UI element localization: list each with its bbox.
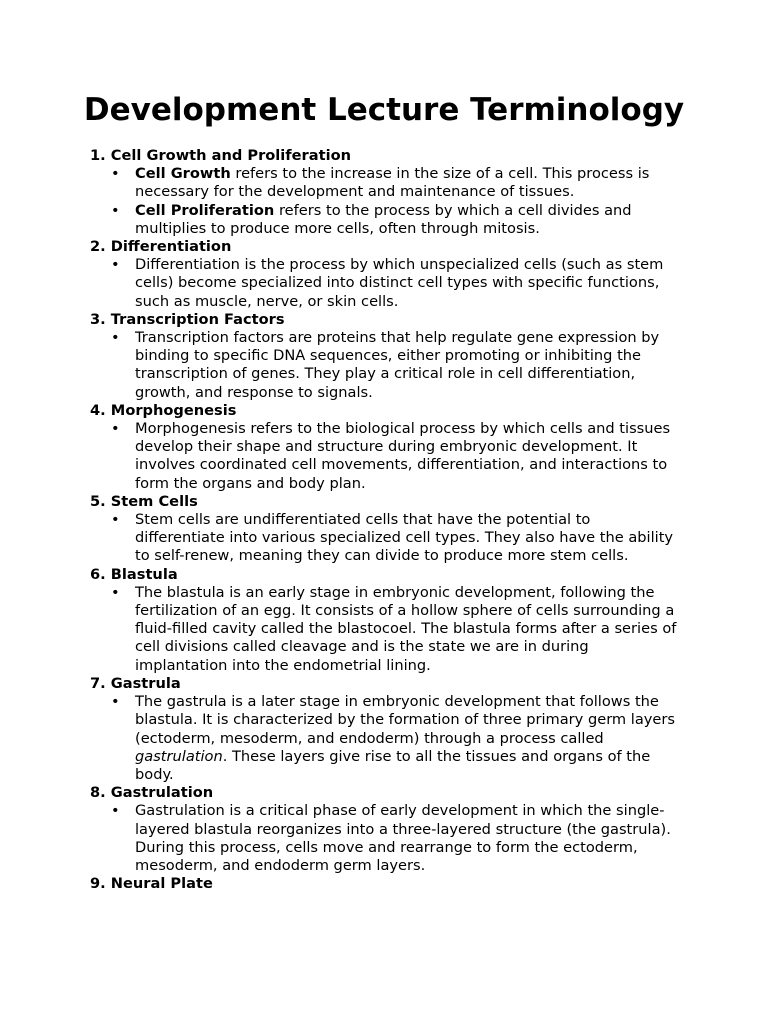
definition-bullet	[135, 202, 680, 238]
term-number: 9.	[90, 875, 106, 893]
term-heading	[90, 566, 680, 584]
term-item-stem-cells	[90, 493, 680, 566]
definition-text: refers to the increase in the size of a cell. This process is necessary for the development and maintenance of tissues.	[135, 165, 650, 201]
term-number: 4.	[90, 401, 106, 419]
definition-bullet	[135, 584, 680, 675]
term-heading-text: Gastrulation	[110, 784, 214, 802]
term-heading-text: Morphogenesis	[110, 401, 237, 419]
term-number: 3.	[90, 310, 106, 328]
term-heading	[90, 784, 680, 802]
term-definition-list	[90, 511, 680, 566]
term-number: 2.	[90, 238, 106, 256]
term-heading-text: Gastrula	[110, 674, 181, 692]
definition-bullet	[135, 802, 680, 875]
definition-text-continued: . These layers give rise to all the tissues and organs of the body.	[135, 747, 651, 783]
term-heading-text: Cell Growth and Proliferation	[110, 147, 351, 164]
term-definition-list	[90, 584, 680, 675]
term-number: 6.	[90, 565, 106, 583]
definition-text: Stem cells are undifferentiated cells that have the potential to differentiate into various specialized cell types. They also have the ability to self-renew, meaning they can divide to produce more stem cells.	[135, 511, 674, 565]
definition-text: The gastrula is a later stage in embryonic development that follows the blastula. It is characterized by the formation of three primary germ layers (ectoderm, mesoderm, and endoderm) through a process called	[135, 693, 676, 747]
term-definition-list	[90, 802, 680, 875]
definition-bullet	[135, 693, 680, 784]
defined-term: Cell Proliferation	[135, 201, 275, 219]
definition-bullet	[135, 511, 680, 566]
defined-term: Cell Growth	[135, 165, 231, 183]
term-heading-text: Transcription Factors	[110, 310, 285, 328]
term-item-transcription-factors	[90, 311, 680, 402]
term-item-blastula	[90, 566, 680, 675]
term-item-morphogenesis	[90, 402, 680, 493]
term-heading	[90, 875, 680, 893]
definition-text: Morphogenesis refers to the biological process by which cells and tissues develop their shape and structure during embryonic development. It involves coordinated cell movements, differentiation, and interactions to form the organs and body plan.	[135, 420, 671, 492]
term-heading-text: Differentiation	[110, 238, 232, 256]
emphasized-term: gastrulation	[135, 747, 223, 765]
term-definition-list	[90, 693, 680, 784]
definition-text: Transcription factors are proteins that help regulate gene expression by binding to specific DNA sequences, either promoting or inhibiting the transcription of genes. They play a critical role in cell differentiation, growth, and response to signals.	[135, 329, 660, 401]
definition-bullet	[135, 329, 680, 402]
term-item-cell-growth-and-proliferation	[90, 147, 680, 238]
term-item-differentiation	[90, 238, 680, 311]
definition-bullet	[135, 420, 680, 493]
term-number: 7.	[90, 674, 106, 692]
term-heading-text: Stem Cells	[110, 492, 198, 510]
definition-text: The blastula is an early stage in embryonic development, following the fertilization of an egg. It consists of a hollow sphere of cells surrounding a fluid-filled cavity called the blastocoel. The blastula forms after a series of cell divisions called cleavage and is the state we are in during implantation into the endometrial lining.	[135, 583, 677, 674]
term-heading	[90, 402, 680, 420]
term-definition-list	[90, 329, 680, 402]
definition-text: Gastrulation is a critical phase of early development in which the single-layered blastula reorganizes into a three-layered structure (the gastrula). During this process, cells move and rearrange to form the ectoderm, mesoderm, and endoderm germ layers.	[135, 802, 671, 874]
definition-text: Differentiation is the process by which unspecialized cells (such as stem cells) become specialized into distinct cell types with specific functions, such as muscle, nerve, or skin cells.	[135, 256, 664, 310]
document-title: Development Lecture Terminology	[83, 92, 685, 128]
term-heading-text: Neural Plate	[110, 875, 213, 893]
term-item-gastrulation	[90, 784, 680, 875]
definition-bullet	[135, 256, 680, 311]
term-definition-list	[90, 420, 680, 493]
definition-text: refers to the process by which a cell divides and multiplies to produce more cells, often through mitosis.	[135, 201, 632, 237]
term-heading	[90, 675, 680, 693]
term-item-neural-plate	[90, 875, 680, 893]
term-number: 5.	[90, 492, 106, 510]
term-heading-text: Blastula	[110, 565, 178, 583]
term-heading	[90, 311, 680, 329]
definition-bullet	[135, 165, 680, 201]
terminology-list	[90, 147, 680, 893]
term-definition-list	[90, 256, 680, 311]
term-heading	[90, 147, 680, 165]
term-heading	[90, 493, 680, 511]
term-number: 8.	[90, 784, 106, 802]
term-heading	[90, 238, 680, 256]
term-number: 1.	[90, 147, 106, 164]
term-item-gastrula	[90, 675, 680, 784]
term-definition-list	[90, 165, 680, 238]
